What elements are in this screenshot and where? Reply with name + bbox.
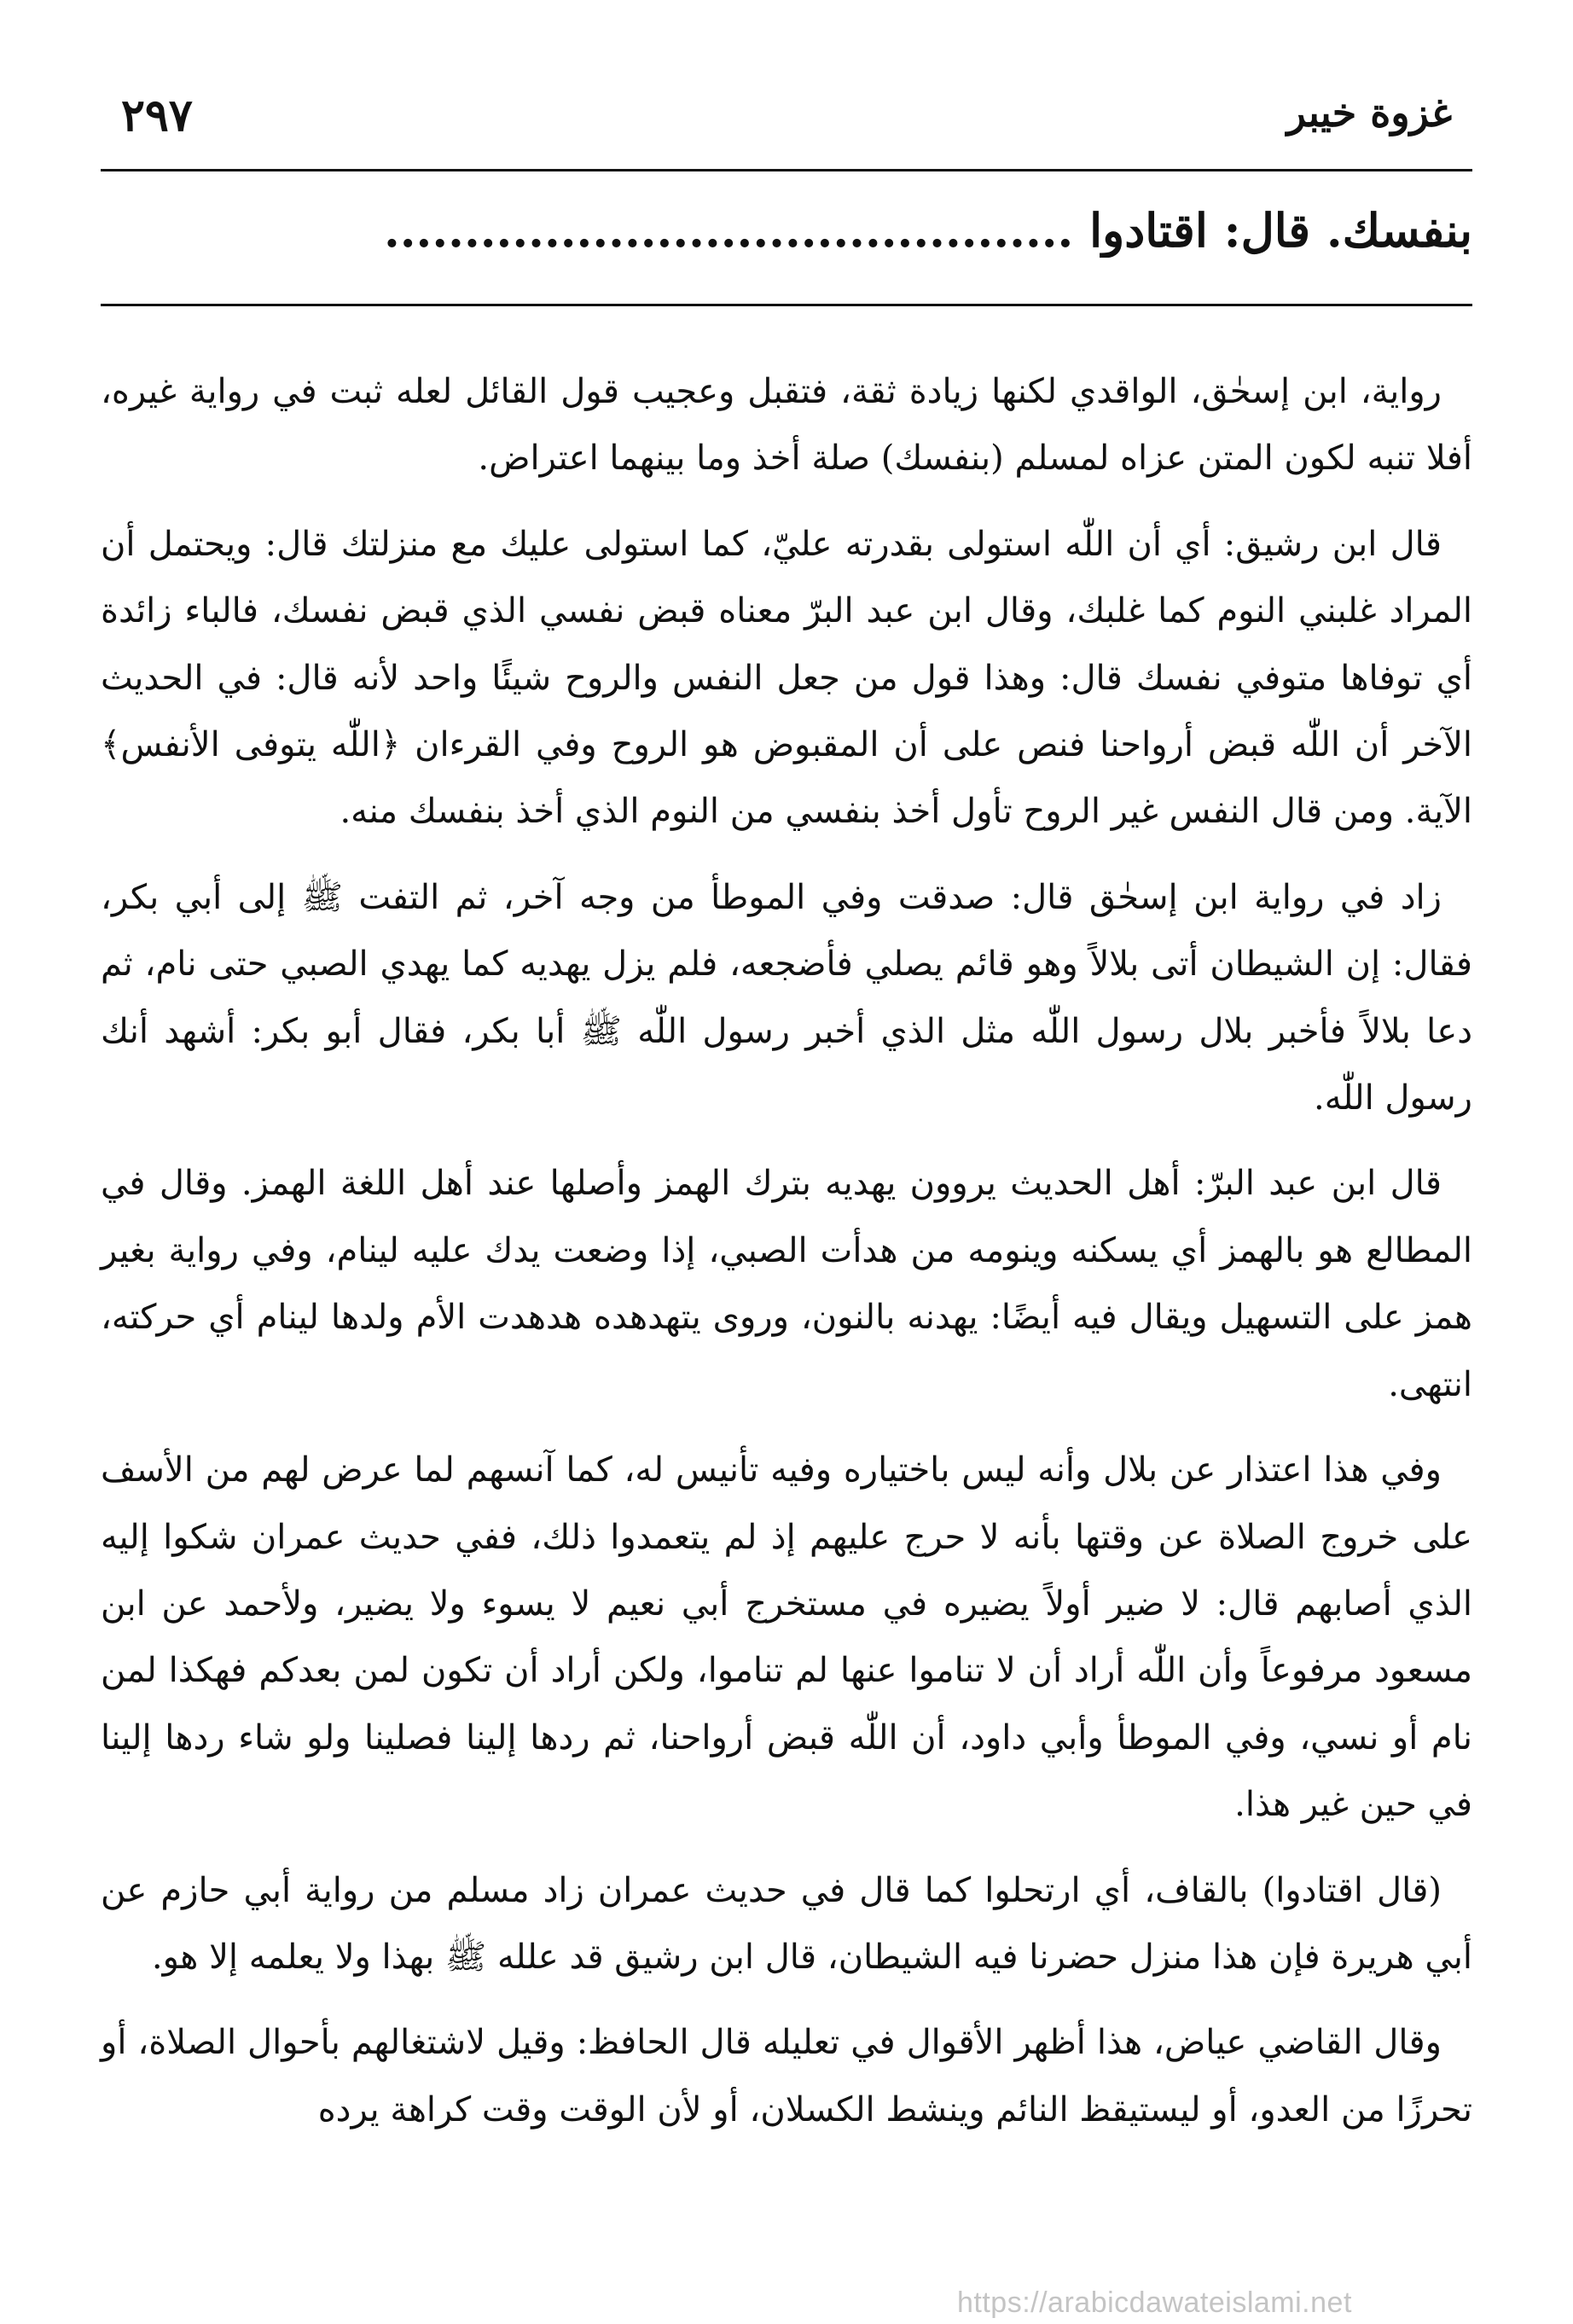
commentary-text	[101, 358, 1472, 2162]
header-divider	[101, 169, 1472, 171]
paragraph: وقال القاضي عياض، هذا أظهر الأقوال في تعليله قال الحافظ: وقيل لاشتغالهم بأحوال الصلاة، أو تحرزًا من العدو، أو ليستيقظ النائم وينشط الكسلان، أو لأن الوقت وقت كراهة يرده	[101, 2023, 1472, 2129]
paragraph: (قال اقتادوا) بالقاف، أي ارتحلوا كما قال في حديث عمران زاد مسلم من رواية أبي حازم عن أبي هريرة فإن هذا منزل حضرنا فيه الشيطان، قال ابن رشيق قد علله ﷺ بهذا ولا يعلمه إلا هو.	[101, 1870, 1472, 1977]
watermark: https://arabicdawateislami.net	[957, 2286, 1352, 2319]
paragraph: زاد في رواية ابن إسحٰق قال: صدقت وفي الموطأ من وجه آخر، ثم التفت ﷺ إلى أبي بكر، فقال: إن الشيطان أتى بلالاً وهو قائم يصلي فأضجعه، فلم يزل يهديه كما يهدي الصبي حتى نام، ثم دعا بلالاً فأخبر بلال رسول اللّٰه مثل الذي أخبر رسول اللّٰه ﷺ أبا بكر، فقال أبو بكر: أشهد أنك رسول اللّٰه.	[101, 877, 1472, 1118]
matn-divider	[101, 304, 1472, 306]
paragraph: وفي هذا اعتذار عن بلال وأنه ليس باختياره وفيه تأنيس له، كما آنسهم لما عرض لهم من الأسف على خروج الصلاة عن وقتها بأنه لا حرج عليهم إذ لم يتعمدوا ذلك، ففي حديث عمران شكوا إليه الذي أصابهم قال: لا ضير أولاً يضيره في مستخرج أبي نعيم لا يسوء ولا يضير، ولأحمد عن ابن مسعود مرفوعاً وأن اللّٰه أراد أن لا تناموا عنها لم تناموا، ولكن أراد أن تكون لمن بعدكم فهكذا لمن نام أو نسي، وفي الموطأ وأبي داود، أن اللّٰه قبض أرواحنا، ثم ردها إلينا فصلينا ولو شاء ردها إلينا في حين غير هذا.	[101, 1450, 1472, 1825]
paragraph: قال ابن رشيق: أي أن اللّٰه استولى بقدرته عليّ، كما استولى عليك مع منزلتك قال: ويحتمل أن المراد غلبني النوم كما غلبك، وقال ابن عبد البرّ معناه قبض نفسي الذي قبض نفسك، فالباء زائدة أي توفاها متوفي نفسك قال: وهذا قول من جعل النفس والروح شيئًا واحد لأنه قال: في الحديث الآخر أن اللّٰه قبض أرواحنا فنص على أن المقبوض هو الروح وفي القرءان ﴿اللّٰه يتوفى الأنفس﴾ الآية. ومن قال النفس غير الروح تأول أخذ بنفسي من النوم الذي أخذ بنفسك منه.	[101, 524, 1472, 832]
paragraph: قال ابن عبد البرّ: أهل الحديث يروون يهديه بترك الهمز وأصلها عند أهل اللغة الهمز. وقال في المطالع هو بالهمز أي يسكنه وينومه من هدأت الصبي، إذا وضعت يدك عليه لينام، وفي رواية بغير همز على التسهيل ويقال فيه أيضًا: يهدنه بالنون، وروى يتهدهده هدهدت الأم ولدها لينام أي حركته، انتهى.	[101, 1164, 1473, 1404]
running-title: غزوة خيبر	[1286, 90, 1452, 136]
running-head	[121, 90, 1452, 158]
page-number: ٢٩٧	[121, 90, 193, 142]
matn-line: بنفسك. قال: اقتادوا ...........................................	[383, 203, 1472, 258]
paragraph: رواية، ابن إسحٰق، الواقدي لكنها زيادة ثقة، فتقبل وعجيب قول القائل لعله ثبت في رواية غيره، أفلا تنبه لكون المتن عزاه لمسلم (بنفسك) صلة أخذ وما بينهما اعتراض.	[101, 372, 1472, 479]
